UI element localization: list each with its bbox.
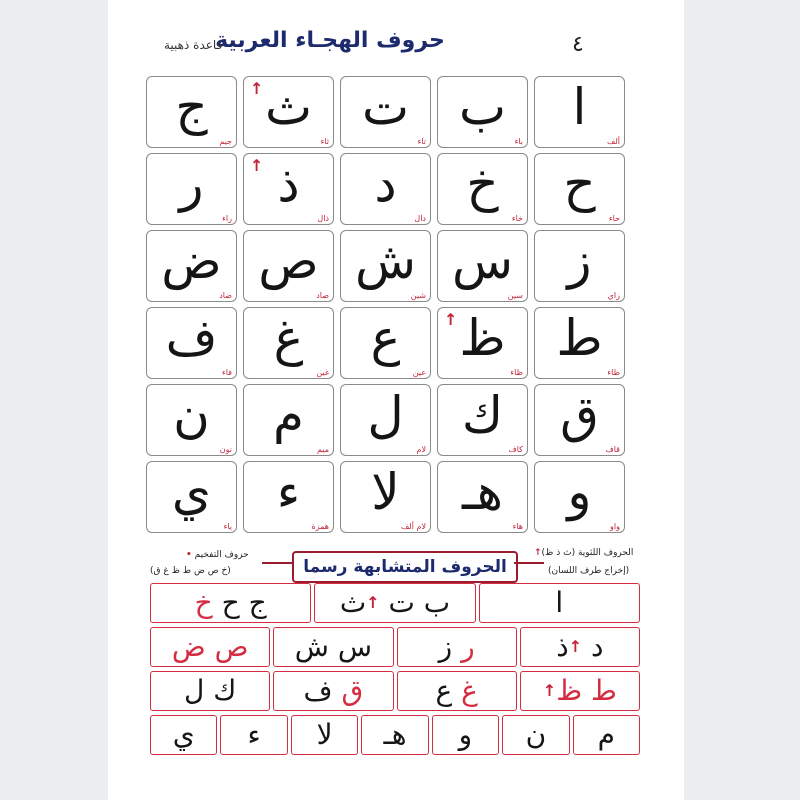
similar-letter-cell — [397, 671, 517, 711]
letter-glyph: ص — [258, 232, 319, 290]
letter-glyph: ج — [175, 78, 208, 136]
letter-cell — [534, 384, 625, 456]
letter-name: عين — [412, 368, 426, 377]
letter-cell — [340, 230, 431, 302]
letter-cell — [243, 384, 334, 456]
similar-letter-cell — [520, 627, 640, 667]
similar-letter-group: لا — [316, 718, 333, 751]
similar-letters-text — [398, 672, 516, 710]
letter-glyph: ذ — [277, 155, 300, 213]
similar-letters-text — [398, 628, 516, 666]
letter-name: لام ألف — [401, 522, 426, 531]
letter-cell — [146, 230, 237, 302]
letter-glyph: ف — [165, 309, 218, 367]
similar-letter-group: ء — [247, 718, 261, 751]
letter-cell — [340, 153, 431, 225]
similar-letter-cell — [273, 671, 393, 711]
similar-letter-cell — [150, 671, 270, 711]
letter-cell — [146, 461, 237, 533]
similar-letter-group: ف — [303, 674, 342, 707]
similar-letter-group: ج ح — [212, 586, 267, 619]
letter-name: تاء — [417, 137, 426, 146]
page-number: ٤ — [572, 32, 584, 57]
similar-letter-group: م — [597, 718, 615, 751]
similar-letter-group: هـ — [383, 718, 407, 751]
letter-name: واو — [610, 522, 620, 531]
letter-glyph: ب — [458, 78, 507, 136]
letter-cell — [437, 384, 528, 456]
letter-cell — [437, 76, 528, 148]
letter-glyph: ع — [370, 309, 401, 367]
alphabet-grid — [146, 76, 632, 538]
letter-glyph: ط — [556, 309, 603, 367]
letter-name: ميم — [316, 445, 329, 454]
similar-letter-group: ط ظ — [556, 674, 617, 707]
letter-glyph: ر — [179, 155, 204, 213]
similar-letters-text — [292, 716, 357, 754]
similar-letter-cell — [291, 715, 358, 755]
letter-glyph: ك — [461, 386, 504, 444]
letter-glyph: ح — [563, 155, 596, 213]
similar-letter-group: ز — [438, 630, 462, 663]
similar-letters-text — [362, 716, 427, 754]
similar-letter-cell — [314, 583, 475, 623]
letter-name: صاد — [316, 291, 329, 300]
similar-letter-group: ا — [555, 586, 564, 619]
letter-glyph: ز — [567, 232, 592, 290]
similar-letter-group: ث — [339, 586, 367, 619]
series-name: قاعدة ذهبية — [164, 38, 223, 52]
similar-letter-cell — [361, 715, 428, 755]
similar-letter-group: ي — [172, 718, 195, 751]
letter-cell — [534, 153, 625, 225]
letter-glyph: و — [567, 463, 592, 521]
letter-name: سين — [507, 291, 523, 300]
similar-letter-cell — [220, 715, 287, 755]
letter-glyph: ث — [264, 78, 313, 136]
similar-letters-text — [503, 716, 568, 754]
similar-letter-cell — [150, 627, 270, 667]
letter-glyph: ن — [173, 386, 210, 444]
similar-letter-cell — [502, 715, 569, 755]
letter-glyph: ش — [354, 232, 417, 290]
similar-letters-text — [151, 628, 269, 666]
letter-cell — [340, 461, 431, 533]
letter-name: راء — [222, 214, 232, 223]
letter-cell — [340, 384, 431, 456]
similar-letter-cell — [150, 715, 217, 755]
letter-cell — [437, 461, 528, 533]
letter-cell — [146, 153, 237, 225]
letter-glyph: د — [374, 155, 397, 213]
dot-marker: • — [186, 550, 192, 560]
similar-letter-group: ر — [461, 630, 475, 663]
tafkhim-label-text: حروف التفخيم — [194, 550, 249, 560]
similar-letter-group: ع — [435, 674, 462, 707]
letter-name: همزة — [311, 522, 329, 531]
similar-letter-group: ب ت — [379, 586, 451, 619]
letter-cell — [243, 307, 334, 379]
similar-letters-text — [221, 716, 286, 754]
similar-letter-group: ق — [341, 674, 364, 707]
divider-ornament-right — [514, 562, 544, 564]
letter-glyph: هـ — [461, 463, 503, 521]
similar-letter-cell — [432, 715, 499, 755]
letter-name: ثاء — [320, 137, 329, 146]
letter-name: ضاد — [219, 291, 232, 300]
similar-letters-text — [274, 628, 392, 666]
similar-letters-grid — [150, 583, 640, 759]
arrow-up-icon: ↑ — [250, 156, 264, 175]
letter-name: كاف — [508, 445, 523, 454]
letter-cell — [534, 307, 625, 379]
letter-glyph: ا — [572, 78, 587, 136]
similar-letters-text — [521, 628, 639, 666]
letter-cell — [243, 76, 334, 148]
arrow-up-icon: ↑ — [534, 548, 542, 558]
arrow-up-icon: ↑ — [568, 637, 583, 656]
page-title: حروف الهجـاء العربية — [215, 28, 445, 53]
letter-glyph: ي — [171, 463, 212, 521]
letter-cell — [534, 461, 625, 533]
letter-name: دال — [414, 214, 426, 223]
letter-name: هاء — [512, 522, 523, 531]
similar-letter-cell — [273, 627, 393, 667]
letter-cell — [534, 76, 625, 148]
letter-cell — [243, 230, 334, 302]
similar-letters-text — [151, 716, 216, 754]
similar-letter-group: ك ل — [183, 674, 237, 707]
letter-glyph: ظ — [459, 309, 506, 367]
letter-glyph: س — [451, 232, 514, 290]
letter-name: حاء — [608, 214, 620, 223]
letter-glyph: ت — [361, 78, 410, 136]
letter-glyph: لا — [371, 463, 400, 521]
similar-letter-group: و — [458, 718, 473, 751]
similar-letter-group: خ — [194, 586, 213, 619]
letter-cell — [243, 461, 334, 533]
letter-name: نون — [219, 445, 232, 454]
similar-letters-text — [151, 672, 269, 710]
similar-letter-group: س ش — [294, 630, 372, 663]
letter-name: باء — [514, 137, 523, 146]
letter-cell — [340, 76, 431, 148]
letter-cell — [146, 76, 237, 148]
similar-letter-group: د — [582, 630, 604, 663]
similar-letter-cell — [573, 715, 640, 755]
similar-letter-group: غ — [461, 674, 478, 707]
similar-letters-text — [574, 716, 639, 754]
letter-name: ياء — [223, 522, 232, 531]
similar-letters-title: الحروف المتشابهة رسما — [292, 551, 518, 583]
tafkhim-label — [186, 550, 249, 560]
letter-cell — [437, 153, 528, 225]
similar-letter-group: ص ض — [171, 630, 249, 663]
divider-ornament-left — [262, 562, 292, 564]
similar-letters-text — [521, 672, 639, 710]
letter-name: خاء — [511, 214, 523, 223]
letter-name: ألف — [607, 137, 620, 146]
letter-name: ذال — [317, 214, 329, 223]
letter-cell — [340, 307, 431, 379]
arrow-up-icon: ↑ — [444, 310, 458, 329]
letter-cell — [437, 230, 528, 302]
similar-letters-text — [315, 584, 474, 622]
arrow-up-icon: ↑ — [542, 681, 557, 700]
similar-letter-group: ذ — [556, 630, 569, 663]
similar-letter-cell — [150, 583, 311, 623]
similar-letters-text — [480, 584, 639, 622]
letter-cell — [243, 153, 334, 225]
similar-letter-cell — [520, 671, 640, 711]
letter-glyph: ض — [161, 232, 222, 290]
letter-cell — [437, 307, 528, 379]
similar-letters-text — [274, 672, 392, 710]
letter-name: طاء — [607, 368, 620, 377]
similar-letter-cell — [479, 583, 640, 623]
letter-cell — [146, 384, 237, 456]
arrow-up-icon: ↑ — [366, 593, 380, 612]
letter-glyph: ء — [276, 463, 301, 521]
similar-letter-cell — [397, 627, 517, 667]
letter-glyph: ل — [367, 386, 404, 444]
letter-name: غين — [316, 368, 329, 377]
letter-cell — [146, 307, 237, 379]
letter-name: فاء — [221, 368, 232, 377]
letter-name: قاف — [605, 445, 620, 454]
lathawia-note: (إخراج طرف اللسان) — [548, 566, 630, 576]
similar-letter-group: ن — [525, 718, 547, 751]
similar-letters-text — [433, 716, 498, 754]
letter-name: شين — [410, 291, 426, 300]
letter-glyph: ق — [560, 386, 599, 444]
arrow-up-icon: ↑ — [250, 79, 264, 98]
letter-name: لام — [416, 445, 426, 454]
letter-name: زاي — [607, 291, 620, 300]
letter-cell — [534, 230, 625, 302]
similar-letters-text — [151, 584, 310, 622]
letter-glyph: غ — [273, 309, 304, 367]
letter-name: جيم — [219, 137, 232, 146]
tafkhim-letters: (خ ص ض ط ظ غ ق) — [150, 566, 231, 576]
letter-name: ظاء — [510, 368, 523, 377]
lathawia-label-text: الحروف اللثوية (ث ذ ظ) — [541, 548, 634, 558]
letter-glyph: خ — [466, 155, 499, 213]
letter-glyph: م — [273, 386, 304, 444]
lathawia-label — [534, 548, 633, 558]
